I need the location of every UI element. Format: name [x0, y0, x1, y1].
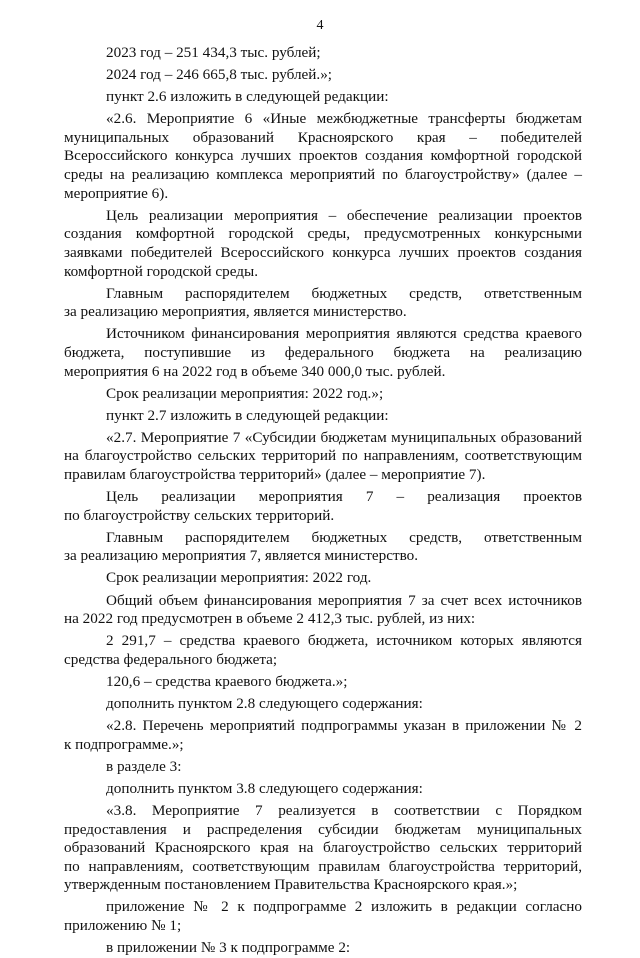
- text-line: утвержденным постановлением Правительства Красноярского края.»;: [64, 876, 518, 894]
- text-line: на благоустройство сельских территорий по направлениям, соответствующим: [64, 447, 582, 465]
- text-line: муниципальных образований Красноярского края – победителей: [64, 128, 582, 146]
- text-line: Источником финансирования мероприятия являются средства краевого: [106, 325, 582, 343]
- paragraph: [64, 939, 582, 958]
- text-line: Главным распорядителем бюджетных средств, ответственным: [106, 284, 582, 302]
- text-line: за реализацию мероприятия 7, является министерство.: [64, 547, 419, 565]
- text-line: Всероссийского конкурса лучших проектов создания комфортной городской: [64, 147, 582, 165]
- page-number: 4: [316, 18, 324, 33]
- text-line: Срок реализации мероприятия: 2022 год.»;: [106, 384, 384, 402]
- document-body: [64, 44, 582, 958]
- text-line: среды на реализацию комплекса мероприятий по благоустройству» (далее –: [64, 166, 582, 184]
- text-line: 2024 год – 246 665,8 тыс. рублей.»;: [106, 66, 333, 84]
- paragraph: [64, 285, 582, 322]
- text-line: бюджета, поступившие из федерального бюджета на реализацию: [64, 343, 582, 361]
- text-line: пункт 2.7 изложить в следующей редакции:: [106, 406, 389, 424]
- text-line: средства федерального бюджета;: [64, 650, 278, 668]
- paragraph: [64, 407, 582, 426]
- paragraph: [64, 325, 582, 381]
- paragraph: [64, 632, 582, 669]
- paragraph: [64, 88, 582, 107]
- paragraph: [64, 758, 582, 777]
- paragraph: [64, 898, 582, 935]
- paragraph: [64, 529, 582, 566]
- text-line: мероприятия 6 на 2022 год в объеме 340 000,0 тыс. рублей.: [64, 362, 446, 380]
- text-line: «2.7. Мероприятие 7 «Субсидии бюджетам муниципальных образований: [106, 428, 582, 446]
- text-line: Цель реализации мероприятия 7 – реализация проектов: [106, 488, 582, 506]
- text-line: по направлениям, соответствующим правилам благоустройства территорий,: [64, 857, 582, 875]
- text-line: за реализацию мероприятия, является министерство.: [64, 303, 407, 321]
- text-line: «2.8. Перечень мероприятий подпрограммы указан в приложении № 2: [106, 717, 582, 735]
- text-line: комфортной городской среды.: [64, 262, 259, 280]
- text-line: пункт 2.6 изложить в следующей редакции:: [106, 88, 389, 106]
- text-line: приложению № 1;: [64, 917, 182, 935]
- paragraph: [64, 44, 582, 63]
- paragraph: [64, 780, 582, 799]
- text-line: образований Красноярского края на благоустройство сельских территорий: [64, 839, 582, 857]
- paragraph: [64, 695, 582, 714]
- text-line: мероприятие 6).: [64, 184, 169, 202]
- paragraph: [64, 802, 582, 895]
- text-line: Главным распорядителем бюджетных средств, ответственным: [106, 528, 582, 546]
- paragraph: [64, 110, 582, 203]
- paragraph: [64, 429, 582, 485]
- text-line: дополнить пунктом 3.8 следующего содержания:: [106, 779, 423, 797]
- text-line: Цель реализации мероприятия – обеспечение реализации проектов: [106, 206, 582, 224]
- text-line: 120,6 – средства краевого бюджета.»;: [106, 672, 348, 690]
- paragraph: [64, 66, 582, 85]
- text-line: создания комфортной городской среды, предусмотренных конкурсными: [64, 225, 582, 243]
- text-line: предоставления и распределения субсидии бюджетам муниципальных: [64, 820, 582, 838]
- paragraph: [64, 488, 582, 525]
- text-line: приложение № 2 к подпрограмме 2 изложить в редакции согласно: [106, 898, 582, 916]
- text-line: в приложении № 3 к подпрограмме 2:: [106, 939, 351, 957]
- text-line: Срок реализации мероприятия: 2022 год.: [106, 569, 372, 587]
- text-line: правилам благоустройства территорий» (далее – мероприятие 7).: [64, 465, 486, 483]
- text-line: дополнить пунктом 2.8 следующего содержания:: [106, 695, 423, 712]
- text-line: «3.8. Мероприятие 7 реализуется в соответствии с Порядком: [106, 801, 582, 819]
- paragraph: [64, 673, 582, 692]
- paragraph: [64, 385, 582, 404]
- text-line: по благоустройству сельских территорий.: [64, 506, 335, 524]
- paragraph: [64, 592, 582, 629]
- text-line: заявками победителей Всероссийского конкурса лучших проектов создания: [64, 243, 582, 261]
- text-line: Общий объем финансирования мероприятия 7 за счет всех источников: [106, 591, 582, 609]
- text-line: на 2022 год предусмотрен в объеме 2 412,3 тыс. рублей, из них:: [64, 610, 476, 628]
- text-line: к подпрограмме.»;: [64, 735, 184, 753]
- paragraph: [64, 207, 582, 281]
- text-line: 2 291,7 – средства краевого бюджета, источником которых являются: [106, 632, 582, 650]
- paragraph: [64, 717, 582, 754]
- text-line: в разделе 3:: [106, 757, 182, 775]
- text-line: 2023 год – 251 434,3 тыс. рублей;: [106, 44, 321, 61]
- text-line: «2.6. Мероприятие 6 «Иные межбюджетные трансферты бюджетам: [106, 110, 582, 128]
- paragraph: [64, 569, 582, 588]
